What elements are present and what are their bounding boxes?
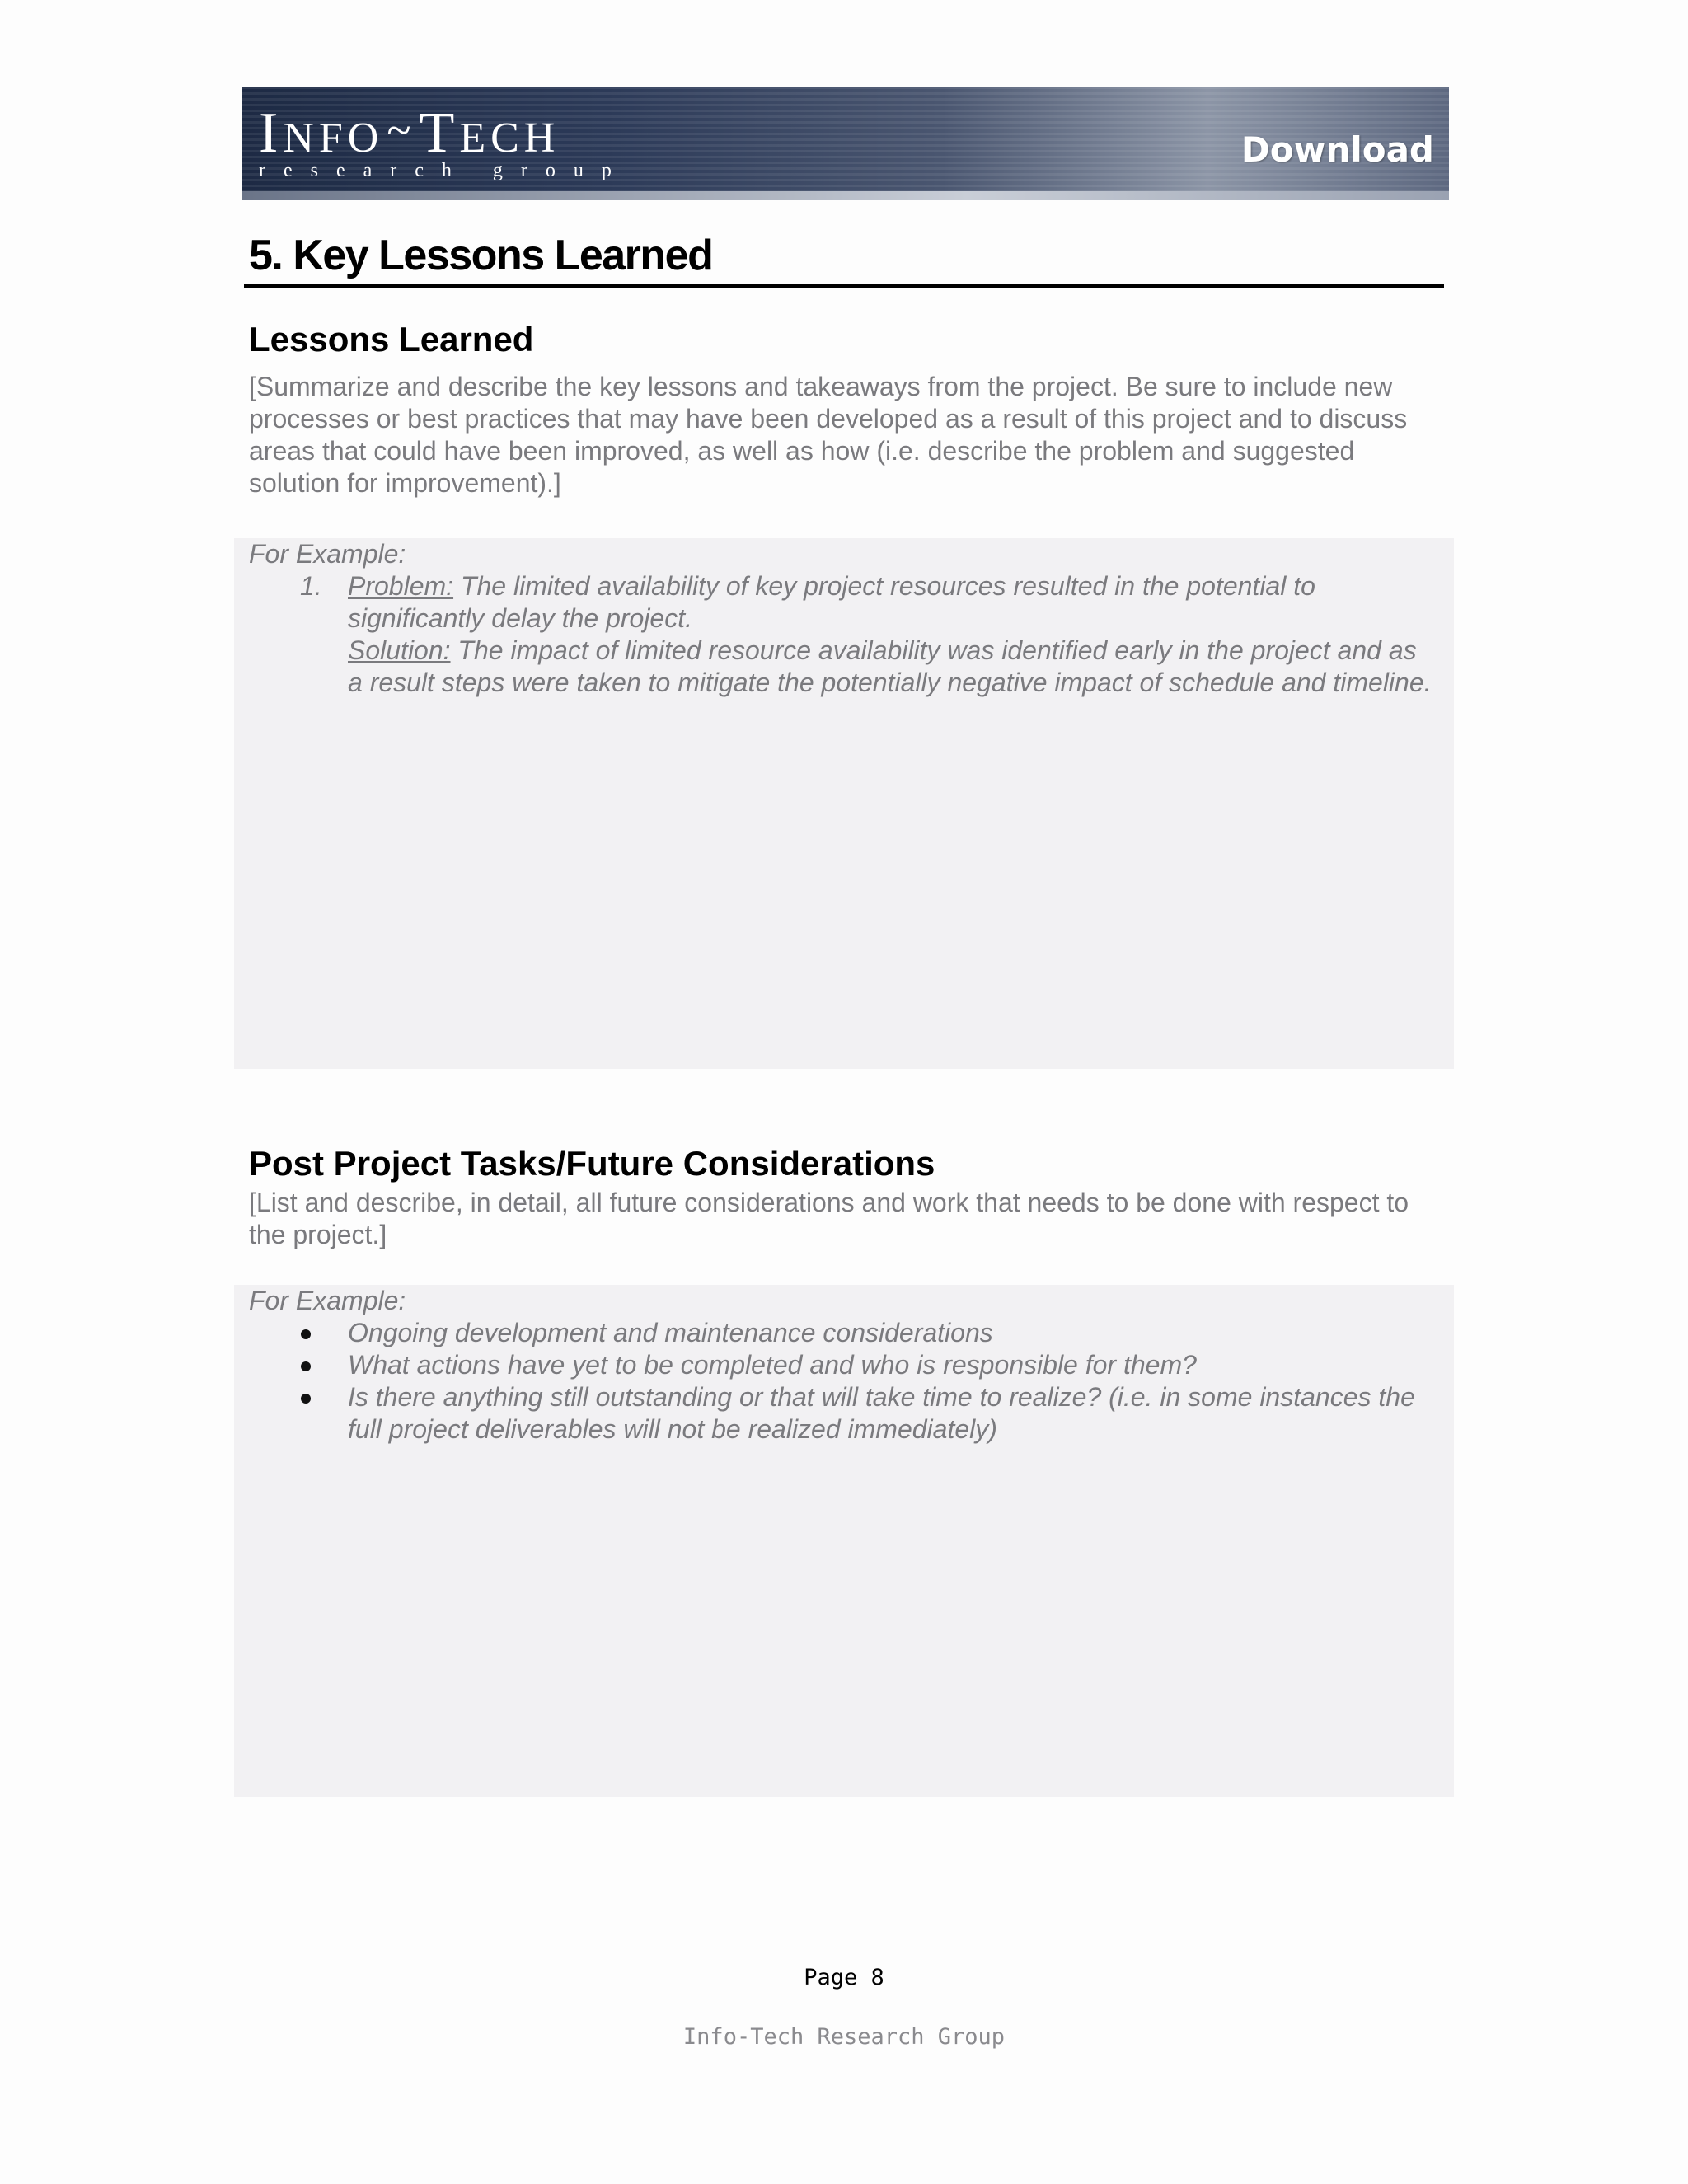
lesson-item: [348, 570, 1436, 699]
lesson-item-number: 1.: [300, 571, 322, 601]
page-number: Page 8: [804, 1965, 884, 1990]
post-project-heading: Post Project Tasks/Future Considerations: [249, 1144, 935, 1183]
problem-label: Problem:: [348, 571, 454, 601]
post-project-example-label: For Example:: [249, 1286, 406, 1315]
logo-tilde: ~: [387, 105, 416, 155]
download-label: Download: [1240, 129, 1434, 170]
logo-letter-t: T: [419, 101, 460, 165]
section-title: 5. Key Lessons Learned: [249, 232, 713, 279]
bullet-icon: [301, 1329, 311, 1339]
consideration-item: Ongoing development and maintenance considerations: [348, 1318, 993, 1347]
header-banner: [242, 87, 1449, 200]
banner-underline: [242, 191, 1449, 200]
lessons-learned-heading: Lessons Learned: [249, 320, 534, 359]
logo-wordmark: [259, 101, 630, 165]
solution-text: The impact of limited resource availability was identified early in the project and as a result steps were taken to mitigate the potentially negative impact of schedule and timeline.: [348, 635, 1432, 697]
problem-text: The limited availability of key project resources resulted in the potential to significantly delay the project.: [348, 571, 1315, 633]
section-title-rule: [244, 284, 1444, 288]
logo-letter-i: I: [259, 101, 284, 165]
post-project-example-box: [234, 1285, 1454, 1797]
logo-letters-nfo: NFO: [283, 115, 384, 162]
lessons-example-box: [234, 538, 1454, 1069]
logo-letters-ech: ECH: [459, 115, 560, 162]
bullet-icon: [301, 1394, 311, 1404]
post-project-description: [List and describe, in detail, all future considerations and work that needs to be done with respect to the project.]: [249, 1188, 1409, 1249]
lessons-example-label: For Example:: [249, 539, 406, 569]
solution-label: Solution:: [348, 635, 451, 665]
footer-organization: Info-Tech Research Group: [682, 2024, 1006, 2050]
bullet-icon: [301, 1361, 311, 1371]
consideration-item: Is there anything still outstanding or that will take time to realize? (i.e. in some instances the full project deliverables will not be realized immediately): [348, 1382, 1415, 1444]
info-tech-logo: [259, 101, 630, 181]
consideration-item: What actions have yet to be completed and who is responsible for them?: [348, 1350, 1197, 1380]
lessons-learned-description: [Summarize and describe the key lessons and takeaways from the project. Be sure to include new processes or best practices that may have been developed as a result of this project and to discuss areas that could have been improved, as well as how (i.e. describe the problem and suggested solution for improvement).]: [249, 372, 1408, 498]
logo-subtitle: research group: [259, 160, 630, 181]
